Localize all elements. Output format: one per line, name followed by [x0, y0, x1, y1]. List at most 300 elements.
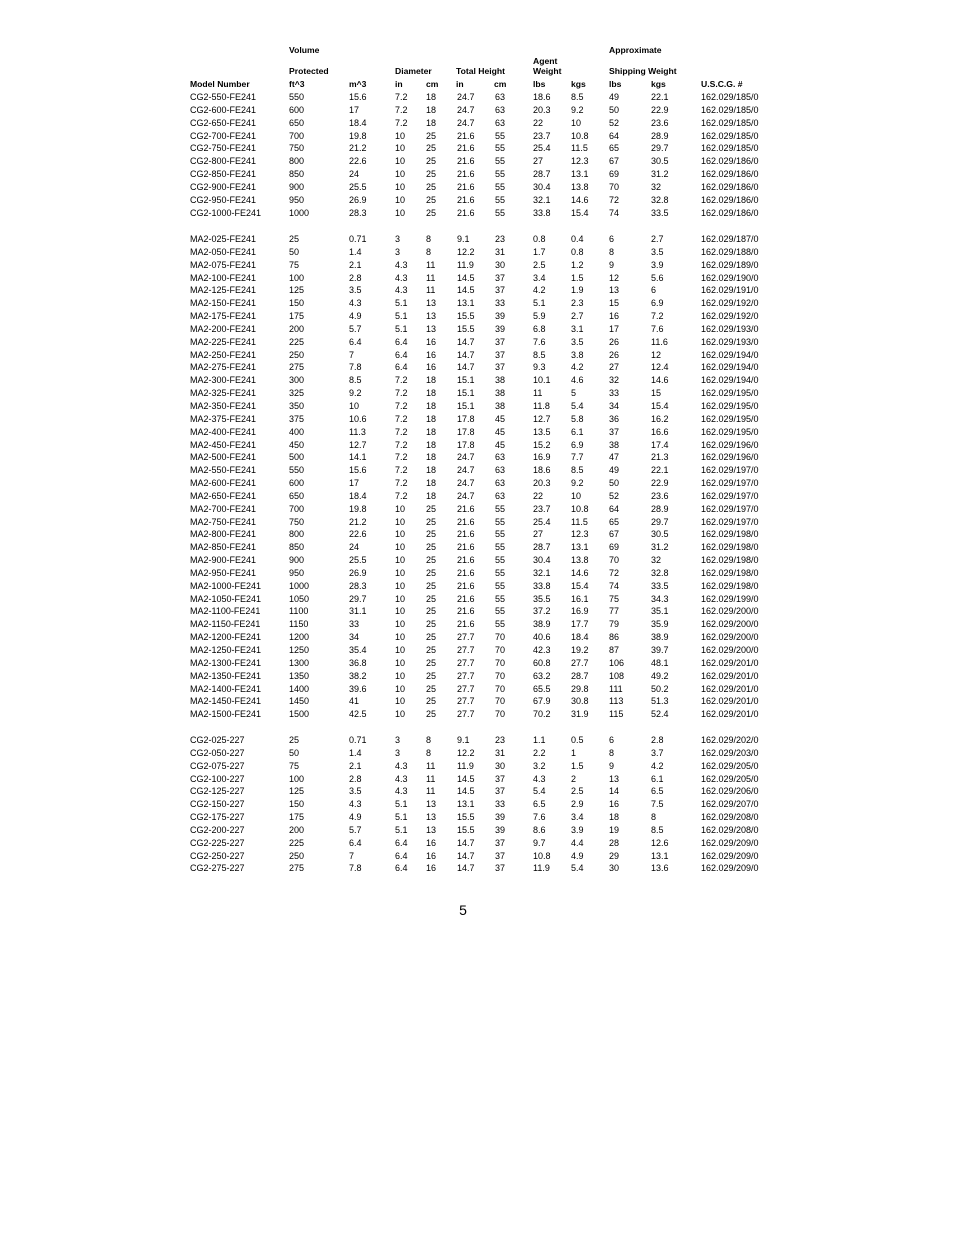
shipping-lbs-cell: 75	[609, 593, 620, 604]
uscg-number-cell: 162.029/201/0	[701, 670, 759, 681]
height-in-cell: 21.6	[457, 169, 475, 180]
shipping-kgs-cell: 23.6	[651, 490, 669, 501]
uscg-number-cell: 162.029/199/0	[701, 593, 759, 604]
table-row	[190, 862, 771, 875]
volume-ft3-cell: 50	[289, 246, 300, 257]
shipping-kgs-cell: 35.1	[651, 606, 669, 617]
diameter-in-cell: 10	[395, 632, 406, 643]
shipping-lbs-cell: 17	[609, 323, 620, 334]
diameter-cm-cell: 25	[426, 683, 437, 694]
diameter-in-cell: 6.4	[395, 362, 408, 373]
shipping-kgs-cell: 5.6	[651, 272, 664, 283]
agent-kgs-cell: 3.1	[571, 323, 584, 334]
volume-ft3-cell: 100	[289, 272, 305, 283]
uscg-number-cell: 162.029/185/0	[701, 143, 759, 154]
diameter-in-cell: 10	[395, 529, 406, 540]
volume-m3-cell: 24	[349, 169, 360, 180]
volume-m3-cell: 25.5	[349, 181, 367, 192]
agent-kgs-cell: 11.5	[571, 516, 588, 527]
uscg-number-cell: 162.029/189/0	[701, 259, 759, 270]
diameter-in-cell: 10	[395, 169, 406, 180]
volume-ft3-cell: 900	[289, 181, 305, 192]
uscg-number-cell: 162.029/201/0	[701, 657, 759, 668]
diameter-in-cell: 10	[395, 194, 406, 205]
diameter-in-cell: 5.1	[395, 323, 408, 334]
agent-kgs-cell: 5.4	[571, 863, 584, 874]
height-cm-cell: 37	[495, 773, 506, 784]
agent-lbs-cell: 6.8	[533, 323, 546, 334]
model-number-cell: CG2-900-FE241	[190, 181, 257, 192]
volume-ft3-cell: 75	[289, 760, 300, 771]
agent-lbs-cell: 23.7	[533, 130, 551, 141]
table-row	[190, 400, 771, 413]
diameter-cm-cell: 16	[426, 349, 437, 360]
diameter-cm-cell: 13	[426, 824, 437, 835]
volume-ft3-cell: 900	[289, 555, 305, 566]
model-number-cell: MA2-200-FE241	[190, 323, 257, 334]
height-cm-cell: 55	[495, 619, 506, 630]
uscg-number-cell: 162.029/209/0	[701, 837, 759, 848]
volume-m3-cell: 21.2	[349, 516, 367, 527]
diameter-in-cell: 10	[395, 606, 406, 617]
header-m3: m^3	[349, 79, 367, 89]
height-cm-cell: 70	[495, 670, 506, 681]
shipping-lbs-cell: 36	[609, 413, 620, 424]
cg2-fe241-table	[190, 91, 771, 219]
height-in-cell: 21.6	[457, 593, 475, 604]
shipping-lbs-cell: 9	[609, 760, 615, 771]
model-number-cell: CG2-125-227	[190, 786, 245, 797]
volume-ft3-cell: 1450	[289, 696, 310, 707]
agent-kgs-cell: 1.9	[571, 285, 584, 296]
height-in-cell: 27.7	[457, 696, 475, 707]
height-cm-cell: 37	[495, 863, 506, 874]
shipping-kgs-cell: 30.5	[651, 529, 669, 540]
shipping-lbs-cell: 34	[609, 400, 620, 411]
model-number-cell: MA2-050-FE241	[190, 246, 257, 257]
shipping-kgs-cell: 29.7	[651, 516, 669, 527]
volume-m3-cell: 5.7	[349, 323, 362, 334]
diameter-cm-cell: 25	[426, 657, 437, 668]
agent-lbs-cell: 9.7	[533, 837, 546, 848]
volume-m3-cell: 28.3	[349, 207, 367, 218]
diameter-in-cell: 7.2	[395, 388, 408, 399]
volume-ft3-cell: 175	[289, 311, 305, 322]
diameter-cm-cell: 25	[426, 709, 437, 720]
volume-m3-cell: 3.5	[349, 786, 362, 797]
header-ft3: ft^3	[289, 79, 305, 89]
model-number-cell: MA2-375-FE241	[190, 413, 257, 424]
header-agent: Agent	[533, 56, 558, 66]
volume-m3-cell: 14.1	[349, 452, 367, 463]
shipping-kgs-cell: 16.6	[651, 426, 669, 437]
diameter-cm-cell: 16	[426, 336, 437, 347]
model-number-cell: CG2-100-227	[190, 773, 245, 784]
header-uscg: U.S.C.G. #	[701, 79, 743, 89]
agent-kgs-cell: 9.2	[571, 104, 584, 115]
agent-lbs-cell: 4.2	[533, 285, 546, 296]
volume-ft3-cell: 950	[289, 194, 305, 205]
volume-ft3-cell: 1000	[289, 207, 310, 218]
agent-lbs-cell: 22	[533, 490, 544, 501]
agent-lbs-cell: 11.8	[533, 400, 550, 411]
model-number-cell: MA2-1050-FE241	[190, 593, 262, 604]
shipping-kgs-cell: 52.4	[651, 709, 669, 720]
diameter-cm-cell: 13	[426, 298, 437, 309]
volume-m3-cell: 8.5	[349, 375, 362, 386]
shipping-kgs-cell: 8.5	[651, 824, 664, 835]
agent-kgs-cell: 4.9	[571, 850, 584, 861]
agent-kgs-cell: 16.1	[571, 593, 589, 604]
shipping-kgs-cell: 16.2	[651, 413, 669, 424]
model-number-cell: MA2-900-FE241	[190, 555, 257, 566]
height-cm-cell: 55	[495, 529, 506, 540]
header-total-height: Total Height	[456, 66, 506, 76]
uscg-number-cell: 162.029/207/0	[701, 799, 759, 810]
diameter-cm-cell: 18	[426, 117, 437, 128]
diameter-cm-cell: 18	[426, 375, 437, 386]
volume-m3-cell: 1.4	[349, 747, 362, 758]
shipping-kgs-cell: 31.2	[651, 169, 669, 180]
agent-lbs-cell: 7.6	[533, 336, 546, 347]
shipping-kgs-cell: 3.9	[651, 259, 664, 270]
height-cm-cell: 63	[495, 92, 506, 102]
height-cm-cell: 37	[495, 786, 506, 797]
uscg-number-cell: 162.029/186/0	[701, 181, 759, 192]
uscg-number-cell: 162.029/194/0	[701, 375, 759, 386]
model-number-cell: CG2-225-227	[190, 837, 245, 848]
volume-ft3-cell: 1350	[289, 670, 310, 681]
agent-kgs-cell: 15.4	[571, 207, 589, 218]
uscg-number-cell: 162.029/194/0	[701, 362, 759, 373]
volume-m3-cell: 11.3	[349, 426, 366, 437]
height-cm-cell: 63	[495, 452, 506, 463]
height-in-cell: 14.7	[457, 336, 475, 347]
model-number-cell: MA2-1100-FE241	[190, 606, 261, 617]
shipping-lbs-cell: 6	[609, 234, 615, 244]
volume-m3-cell: 4.3	[349, 799, 362, 810]
diameter-in-cell: 7.2	[395, 413, 408, 424]
model-number-cell: CG2-175-227	[190, 812, 245, 823]
page-number: 5	[459, 902, 467, 918]
diameter-cm-cell: 13	[426, 799, 437, 810]
diameter-cm-cell: 18	[426, 439, 437, 450]
volume-ft3-cell: 50	[289, 747, 300, 758]
volume-m3-cell: 18.4	[349, 117, 367, 128]
agent-kgs-cell: 6.1	[571, 426, 584, 437]
diameter-cm-cell: 11	[426, 786, 436, 797]
uscg-number-cell: 162.029/197/0	[701, 516, 759, 527]
uscg-number-cell: 162.029/197/0	[701, 465, 759, 476]
table-row	[190, 413, 771, 426]
agent-lbs-cell: 33.8	[533, 580, 551, 591]
diameter-in-cell: 4.3	[395, 760, 408, 771]
volume-ft3-cell: 325	[289, 388, 305, 399]
agent-kgs-cell: 1.5	[571, 272, 584, 283]
height-cm-cell: 31	[495, 747, 506, 758]
shipping-kgs-cell: 8	[651, 812, 657, 823]
table-row	[190, 567, 771, 580]
agent-lbs-cell: 11	[533, 388, 543, 399]
shipping-lbs-cell: 64	[609, 130, 620, 141]
volume-ft3-cell: 550	[289, 92, 305, 102]
volume-ft3-cell: 1000	[289, 580, 310, 591]
diameter-in-cell: 6.4	[395, 863, 408, 874]
height-cm-cell: 23	[495, 735, 506, 745]
model-number-cell: MA2-350-FE241	[190, 400, 257, 411]
model-number-cell: CG2-275-227	[190, 863, 245, 874]
shipping-kgs-cell: 32	[651, 555, 662, 566]
diameter-in-cell: 6.4	[395, 850, 408, 861]
agent-lbs-cell: 60.8	[533, 657, 551, 668]
height-in-cell: 14.7	[457, 863, 475, 874]
model-number-cell: CG2-150-227	[190, 799, 245, 810]
diameter-in-cell: 3	[395, 747, 401, 758]
diameter-cm-cell: 25	[426, 696, 437, 707]
height-cm-cell: 55	[495, 542, 506, 553]
height-cm-cell: 37	[495, 285, 506, 296]
model-number-cell: MA2-800-FE241	[190, 529, 257, 540]
agent-lbs-cell: 28.7	[533, 542, 551, 553]
agent-lbs-cell: 5.9	[533, 311, 546, 322]
height-in-cell: 14.5	[457, 285, 475, 296]
volume-ft3-cell: 125	[289, 285, 305, 296]
shipping-kgs-cell: 22.9	[651, 104, 669, 115]
diameter-cm-cell: 18	[426, 92, 437, 102]
model-number-cell: MA2-650-FE241	[190, 490, 257, 501]
uscg-number-cell: 162.029/194/0	[701, 349, 759, 360]
height-in-cell: 14.7	[457, 837, 475, 848]
uscg-number-cell: 162.029/195/0	[701, 426, 759, 437]
agent-lbs-cell: 9.3	[533, 362, 546, 373]
agent-lbs-cell: 13.5	[533, 426, 551, 437]
table-row	[190, 349, 771, 362]
height-cm-cell: 39	[495, 824, 506, 835]
volume-m3-cell: 18.4	[349, 490, 367, 501]
agent-lbs-cell: 6.5	[533, 799, 546, 810]
model-number-cell: MA2-550-FE241	[190, 465, 257, 476]
shipping-lbs-cell: 72	[609, 567, 620, 578]
agent-kgs-cell: 2.9	[571, 799, 584, 810]
volume-ft3-cell: 800	[289, 156, 305, 167]
agent-lbs-cell: 3.4	[533, 272, 546, 283]
uscg-number-cell: 162.029/197/0	[701, 503, 759, 514]
height-cm-cell: 23	[495, 234, 506, 244]
agent-lbs-cell: 63.2	[533, 670, 551, 681]
diameter-cm-cell: 18	[426, 413, 437, 424]
shipping-lbs-cell: 67	[609, 156, 620, 167]
shipping-kgs-cell: 28.9	[651, 130, 669, 141]
volume-m3-cell: 26.9	[349, 194, 367, 205]
uscg-number-cell: 162.029/202/0	[701, 735, 759, 745]
height-cm-cell: 55	[495, 194, 506, 205]
diameter-in-cell: 7.2	[395, 478, 408, 489]
height-cm-cell: 55	[495, 593, 506, 604]
uscg-number-cell: 162.029/198/0	[701, 542, 759, 553]
agent-kgs-cell: 2.5	[571, 786, 584, 797]
height-in-cell: 21.6	[457, 194, 475, 205]
uscg-number-cell: 162.029/201/0	[701, 683, 759, 694]
shipping-kgs-cell: 7.5	[651, 799, 664, 810]
table-row	[190, 785, 771, 798]
model-number-cell: MA2-750-FE241	[190, 516, 257, 527]
agent-lbs-cell: 3.2	[533, 760, 546, 771]
shipping-kgs-cell: 38.9	[651, 632, 669, 643]
volume-m3-cell: 17	[349, 478, 360, 489]
table-row	[190, 708, 771, 721]
table-row	[190, 104, 771, 117]
volume-m3-cell: 19.8	[349, 503, 367, 514]
height-cm-cell: 63	[495, 490, 506, 501]
volume-m3-cell: 38.2	[349, 670, 367, 681]
height-in-cell: 17.8	[457, 439, 475, 450]
height-in-cell: 9.1	[457, 735, 470, 745]
height-in-cell: 14.7	[457, 850, 475, 861]
agent-kgs-cell: 31.9	[571, 709, 589, 720]
diameter-in-cell: 7.2	[395, 452, 408, 463]
height-in-cell: 21.6	[457, 580, 475, 591]
volume-m3-cell: 31.1	[349, 606, 367, 617]
shipping-lbs-cell: 16	[609, 311, 620, 322]
diameter-in-cell: 5.1	[395, 298, 408, 309]
agent-kgs-cell: 0.8	[571, 246, 584, 257]
diameter-cm-cell: 18	[426, 478, 437, 489]
agent-lbs-cell: 25.4	[533, 143, 551, 154]
volume-m3-cell: 7.8	[349, 362, 362, 373]
shipping-lbs-cell: 18	[609, 812, 620, 823]
volume-ft3-cell: 750	[289, 143, 305, 154]
height-in-cell: 27.7	[457, 709, 475, 720]
table-row	[190, 233, 771, 246]
shipping-kgs-cell: 23.6	[651, 117, 669, 128]
diameter-cm-cell: 25	[426, 555, 437, 566]
agent-kgs-cell: 28.7	[571, 670, 589, 681]
height-cm-cell: 55	[495, 181, 506, 192]
volume-ft3-cell: 800	[289, 529, 305, 540]
uscg-number-cell: 162.029/186/0	[701, 194, 759, 205]
agent-kgs-cell: 1	[571, 747, 577, 758]
shipping-kgs-cell: 22.9	[651, 478, 669, 489]
model-number-cell: MA2-250-FE241	[190, 349, 257, 360]
volume-m3-cell: 12.7	[349, 439, 367, 450]
uscg-number-cell: 162.029/198/0	[701, 567, 759, 578]
agent-kgs-cell: 15.4	[571, 580, 589, 591]
diameter-cm-cell: 18	[426, 400, 437, 411]
diameter-cm-cell: 11	[426, 259, 436, 270]
shipping-lbs-cell: 86	[609, 632, 620, 643]
volume-m3-cell: 42.5	[349, 709, 367, 720]
diameter-in-cell: 6.4	[395, 837, 408, 848]
volume-m3-cell: 6.4	[349, 837, 362, 848]
shipping-kgs-cell: 28.9	[651, 503, 669, 514]
diameter-in-cell: 7.2	[395, 490, 408, 501]
shipping-kgs-cell: 31.2	[651, 542, 669, 553]
model-number-cell: MA2-025-FE241	[190, 234, 257, 244]
uscg-number-cell: 162.029/200/0	[701, 619, 759, 630]
height-in-cell: 9.1	[457, 234, 470, 244]
volume-m3-cell: 2.1	[349, 259, 362, 270]
table-row	[190, 605, 771, 618]
shipping-kgs-cell: 15	[651, 388, 662, 399]
shipping-lbs-cell: 74	[609, 207, 620, 218]
height-cm-cell: 55	[495, 580, 506, 591]
header-agent-kgs: kgs	[571, 79, 586, 89]
diameter-cm-cell: 25	[426, 130, 437, 141]
shipping-lbs-cell: 77	[609, 606, 620, 617]
height-in-cell: 15.5	[457, 323, 475, 334]
uscg-number-cell: 162.029/196/0	[701, 439, 759, 450]
volume-ft3-cell: 1100	[289, 606, 309, 617]
agent-lbs-cell: 25.4	[533, 516, 551, 527]
diameter-cm-cell: 16	[426, 850, 437, 861]
table-row	[190, 194, 771, 207]
height-cm-cell: 70	[495, 657, 506, 668]
table-row	[190, 618, 771, 631]
shipping-lbs-cell: 6	[609, 735, 615, 745]
agent-kgs-cell: 1.5	[571, 760, 584, 771]
table-row	[190, 117, 771, 130]
diameter-cm-cell: 25	[426, 670, 437, 681]
diameter-in-cell: 5.1	[395, 799, 408, 810]
volume-ft3-cell: 1050	[289, 593, 310, 604]
agent-kgs-cell: 3.9	[571, 824, 584, 835]
volume-ft3-cell: 25	[289, 234, 300, 244]
agent-kgs-cell: 12.3	[571, 156, 589, 167]
agent-kgs-cell: 0.5	[571, 735, 584, 745]
height-in-cell: 14.7	[457, 362, 475, 373]
agent-lbs-cell: 27	[533, 156, 544, 167]
shipping-kgs-cell: 32.8	[651, 567, 669, 578]
agent-kgs-cell: 4.6	[571, 375, 584, 386]
diameter-cm-cell: 25	[426, 606, 437, 617]
diameter-in-cell: 10	[395, 670, 406, 681]
height-cm-cell: 55	[495, 503, 506, 514]
shipping-kgs-cell: 13.1	[651, 850, 669, 861]
diameter-cm-cell: 18	[426, 426, 437, 437]
volume-m3-cell: 26.9	[349, 567, 367, 578]
volume-ft3-cell: 150	[289, 799, 305, 810]
height-cm-cell: 33	[495, 298, 506, 309]
height-in-cell: 15.1	[457, 400, 475, 411]
diameter-in-cell: 7.2	[395, 426, 408, 437]
shipping-kgs-cell: 29.7	[651, 143, 669, 154]
height-in-cell: 14.5	[457, 272, 475, 283]
height-in-cell: 17.8	[457, 413, 475, 424]
uscg-number-cell: 162.029/195/0	[701, 388, 759, 399]
shipping-lbs-cell: 8	[609, 747, 615, 758]
model-number-cell: MA2-225-FE241	[190, 336, 257, 347]
height-in-cell: 15.5	[457, 311, 475, 322]
agent-lbs-cell: 30.4	[533, 555, 551, 566]
model-number-cell: MA2-1250-FE241	[190, 645, 262, 655]
agent-kgs-cell: 0.4	[571, 234, 584, 244]
model-number-cell: MA2-150-FE241	[190, 298, 257, 309]
diameter-in-cell: 4.3	[395, 272, 408, 283]
height-cm-cell: 38	[495, 400, 506, 411]
diameter-cm-cell: 25	[426, 516, 437, 527]
height-cm-cell: 37	[495, 349, 506, 360]
uscg-number-cell: 162.029/187/0	[701, 234, 759, 244]
volume-m3-cell: 17	[349, 104, 360, 115]
table-row	[190, 374, 771, 387]
agent-lbs-cell: 70.2	[533, 709, 551, 720]
diameter-cm-cell: 25	[426, 181, 437, 192]
model-number-cell: CG2-950-FE241	[190, 194, 257, 205]
uscg-number-cell: 162.029/192/0	[701, 311, 759, 322]
uscg-number-cell: 162.029/200/0	[701, 606, 759, 617]
height-cm-cell: 45	[495, 413, 506, 424]
shipping-lbs-cell: 69	[609, 542, 620, 553]
